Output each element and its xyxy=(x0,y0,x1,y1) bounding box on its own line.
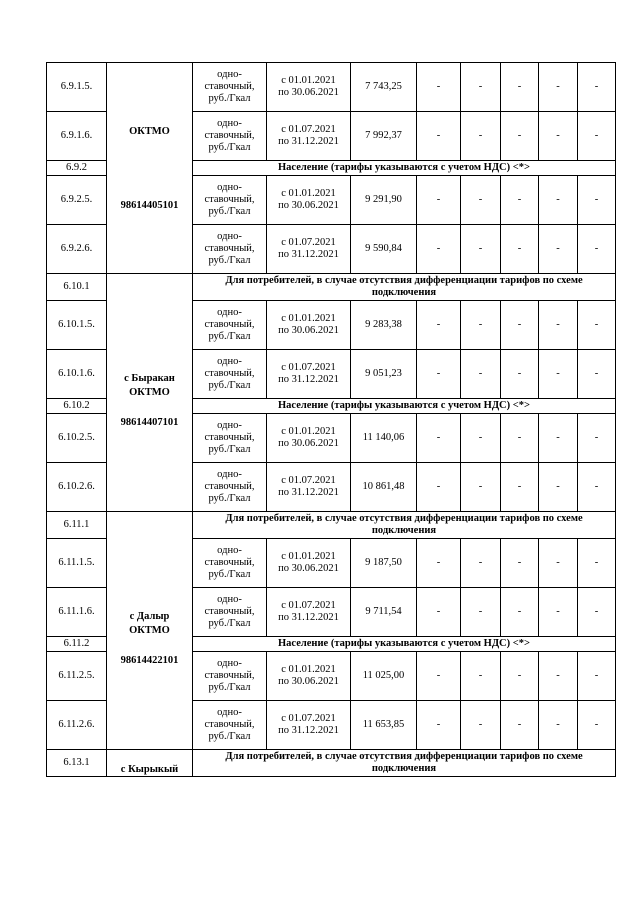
unit-cell: одно- ставочный, руб./Гкал xyxy=(193,225,267,274)
tariff-value: 9 590,84 xyxy=(351,225,417,274)
tariff-value: 9 187,50 xyxy=(351,539,417,588)
row-number: 6.9.2.6. xyxy=(47,225,107,274)
period-cell: с 01.01.2021 по 30.06.2021 xyxy=(267,652,351,701)
row-number: 6.10.1.6. xyxy=(47,350,107,399)
table-row xyxy=(47,512,616,539)
dash-cell: - xyxy=(461,414,501,463)
settlement-cell xyxy=(107,63,193,274)
tariff-table xyxy=(46,62,616,777)
dash-cell: - xyxy=(417,63,461,112)
period-cell: с 01.07.2021 по 31.12.2021 xyxy=(267,588,351,637)
row-number: 6.11.2 xyxy=(47,637,107,652)
dash-cell: - xyxy=(578,652,616,701)
period-cell: с 01.01.2021 по 30.06.2021 xyxy=(267,301,351,350)
dash-cell: - xyxy=(539,112,578,161)
dash-cell: - xyxy=(578,63,616,112)
settlement-cell xyxy=(107,512,193,750)
tariff-value: 7 992,37 xyxy=(351,112,417,161)
dash-cell: - xyxy=(501,539,539,588)
dash-cell: - xyxy=(501,176,539,225)
unit-cell: одно- ставочный, руб./Гкал xyxy=(193,112,267,161)
dash-cell: - xyxy=(578,176,616,225)
tariff-value: 10 861,48 xyxy=(351,463,417,512)
period-cell: с 01.01.2021 по 30.06.2021 xyxy=(267,176,351,225)
dash-cell: - xyxy=(461,539,501,588)
dash-cell: - xyxy=(417,539,461,588)
row-number: 6.11.2.6. xyxy=(47,701,107,750)
population-header: Население (тарифы указываются с учетом НДС) <*> xyxy=(193,399,616,414)
row-number: 6.11.1.6. xyxy=(47,588,107,637)
unit-cell: одно- ставочный, руб./Гкал xyxy=(193,63,267,112)
row-number: 6.13.1 xyxy=(47,750,107,777)
dash-cell: - xyxy=(417,588,461,637)
settlement-name: с Кырыкый xyxy=(120,764,179,775)
row-number: 6.11.1.5. xyxy=(47,539,107,588)
dash-cell: - xyxy=(461,63,501,112)
dash-cell: - xyxy=(417,225,461,274)
period-cell: с 01.07.2021 по 31.12.2021 xyxy=(267,225,351,274)
table-row xyxy=(47,63,616,112)
settlement-cell xyxy=(107,750,193,777)
tariff-value: 11 653,85 xyxy=(351,701,417,750)
period-cell: с 01.07.2021 по 31.12.2021 xyxy=(267,112,351,161)
dash-cell: - xyxy=(539,414,578,463)
tariff-value: 11 140,06 xyxy=(351,414,417,463)
period-cell: с 01.07.2021 по 31.12.2021 xyxy=(267,350,351,399)
tariff-value: 9 051,23 xyxy=(351,350,417,399)
dash-cell: - xyxy=(501,63,539,112)
tariff-value: 9 291,90 xyxy=(351,176,417,225)
unit-cell: одно- ставочный, руб./Гкал xyxy=(193,350,267,399)
oktmo-code: 98614407101 xyxy=(120,416,179,428)
table-row xyxy=(47,750,616,777)
row-number: 6.10.1.5. xyxy=(47,301,107,350)
dash-cell: - xyxy=(417,301,461,350)
dash-cell: - xyxy=(539,301,578,350)
table-row xyxy=(47,274,616,301)
unit-cell: одно- ставочный, руб./Гкал xyxy=(193,176,267,225)
oktmo-label: ОКТМО xyxy=(129,386,170,398)
population-header: Население (тарифы указываются с учетом НДС) <*> xyxy=(193,637,616,652)
dash-cell: - xyxy=(501,652,539,701)
period-cell: с 01.01.2021 по 30.06.2021 xyxy=(267,414,351,463)
dash-cell: - xyxy=(501,350,539,399)
row-number: 6.10.2 xyxy=(47,399,107,414)
dash-cell: - xyxy=(578,301,616,350)
unit-cell: одно- ставочный, руб./Гкал xyxy=(193,463,267,512)
dash-cell: - xyxy=(578,539,616,588)
dash-cell: - xyxy=(539,225,578,274)
dash-cell: - xyxy=(539,539,578,588)
tariff-value: 9 711,54 xyxy=(351,588,417,637)
dash-cell: - xyxy=(417,414,461,463)
dash-cell: - xyxy=(578,414,616,463)
dash-cell: - xyxy=(417,176,461,225)
unit-cell: одно- ставочный, руб./Гкал xyxy=(193,701,267,750)
dash-cell: - xyxy=(461,301,501,350)
unit-cell: одно- ставочный, руб./Гкал xyxy=(193,539,267,588)
dash-cell: - xyxy=(461,176,501,225)
dash-cell: - xyxy=(578,701,616,750)
dash-cell: - xyxy=(417,652,461,701)
dash-cell: - xyxy=(539,701,578,750)
dash-cell: - xyxy=(461,701,501,750)
dash-cell: - xyxy=(539,350,578,399)
tariff-value: 9 283,38 xyxy=(351,301,417,350)
dash-cell: - xyxy=(417,701,461,750)
settlement-name: с Далыр xyxy=(129,610,170,622)
period-cell: с 01.01.2021 по 30.06.2021 xyxy=(267,63,351,112)
dash-cell: - xyxy=(501,588,539,637)
dash-cell: - xyxy=(417,350,461,399)
dash-cell: - xyxy=(539,63,578,112)
dash-cell: - xyxy=(417,463,461,512)
oktmo-label: ОКТМО xyxy=(129,624,170,636)
row-number: 6.10.2.5. xyxy=(47,414,107,463)
dash-cell: - xyxy=(578,588,616,637)
dash-cell: - xyxy=(501,301,539,350)
dash-cell: - xyxy=(461,112,501,161)
row-number: 6.11.1 xyxy=(47,512,107,539)
period-cell: с 01.07.2021 по 31.12.2021 xyxy=(267,463,351,512)
dash-cell: - xyxy=(539,588,578,637)
oktmo-code: 98614422101 xyxy=(120,654,179,666)
dash-cell: - xyxy=(501,112,539,161)
dash-cell: - xyxy=(578,225,616,274)
unit-cell: одно- ставочный, руб./Гкал xyxy=(193,652,267,701)
row-number: 6.9.1.6. xyxy=(47,112,107,161)
row-number: 6.9.1.5. xyxy=(47,63,107,112)
tariff-value: 11 025,00 xyxy=(351,652,417,701)
unit-cell: одно- ставочный, руб./Гкал xyxy=(193,414,267,463)
tariff-value: 7 743,25 xyxy=(351,63,417,112)
oktmo-code: 98614405101 xyxy=(120,200,179,211)
dash-cell: - xyxy=(501,414,539,463)
dash-cell: - xyxy=(461,652,501,701)
dash-cell: - xyxy=(539,463,578,512)
consumers-header: Для потребителей, в случае отсутствия дифференциации тарифов по схеме подключения xyxy=(193,274,616,301)
dash-cell: - xyxy=(461,350,501,399)
dash-cell: - xyxy=(501,463,539,512)
row-number: 6.9.2 xyxy=(47,161,107,176)
dash-cell: - xyxy=(578,350,616,399)
dash-cell: - xyxy=(539,176,578,225)
settlement-name: с Быракан xyxy=(124,372,175,384)
row-number: 6.10.1 xyxy=(47,274,107,301)
dash-cell: - xyxy=(578,463,616,512)
period-cell: с 01.01.2021 по 30.06.2021 xyxy=(267,539,351,588)
unit-cell: одно- ставочный, руб./Гкал xyxy=(193,588,267,637)
consumers-header: Для потребителей, в случае отсутствия дифференциации тарифов по схеме подключения xyxy=(193,512,616,539)
period-cell: с 01.07.2021 по 31.12.2021 xyxy=(267,701,351,750)
dash-cell: - xyxy=(417,112,461,161)
dash-cell: - xyxy=(501,701,539,750)
oktmo-label: ОКТМО xyxy=(129,126,170,137)
row-number: 6.10.2.6. xyxy=(47,463,107,512)
unit-cell: одно- ставочный, руб./Гкал xyxy=(193,301,267,350)
dash-cell: - xyxy=(461,225,501,274)
dash-cell: - xyxy=(461,463,501,512)
dash-cell: - xyxy=(539,652,578,701)
row-number: 6.11.2.5. xyxy=(47,652,107,701)
dash-cell: - xyxy=(461,588,501,637)
consumers-header: Для потребителей, в случае отсутствия дифференциации тарифов по схеме подключения xyxy=(193,750,616,777)
dash-cell: - xyxy=(501,225,539,274)
row-number: 6.9.2.5. xyxy=(47,176,107,225)
population-header: Население (тарифы указываются с учетом НДС) <*> xyxy=(193,161,616,176)
dash-cell: - xyxy=(578,112,616,161)
settlement-cell xyxy=(107,274,193,512)
